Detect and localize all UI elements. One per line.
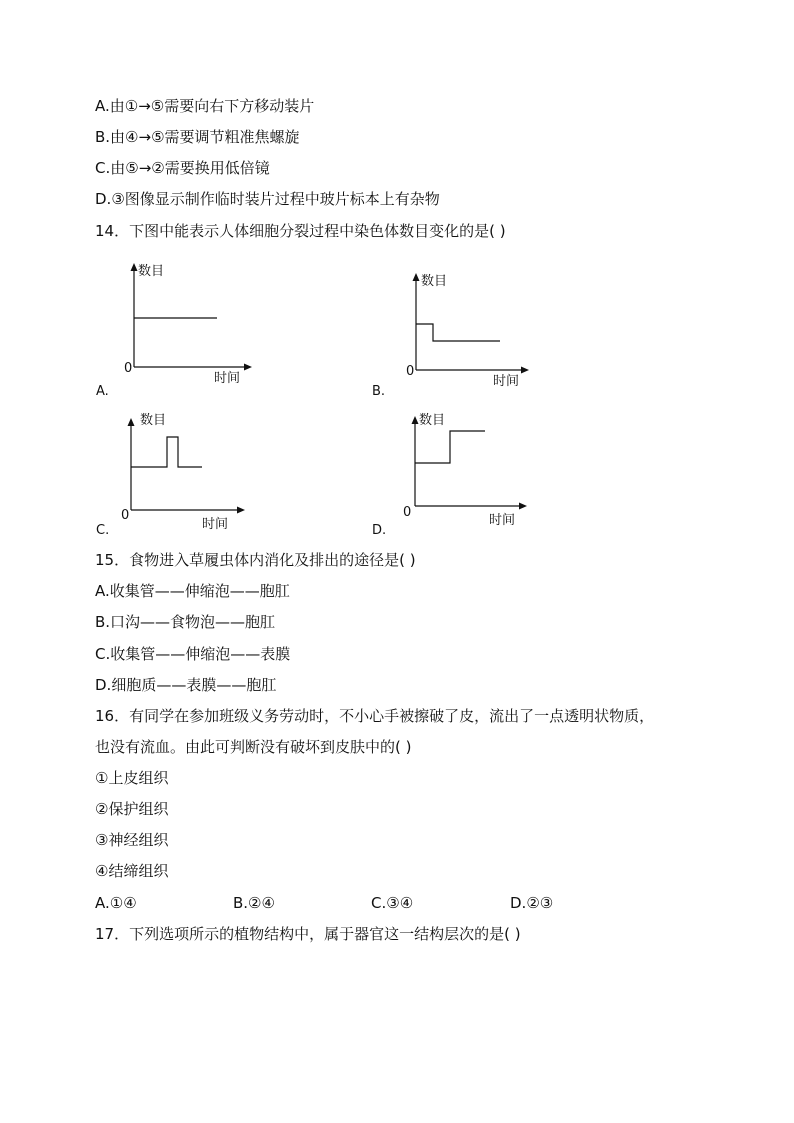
q15-stem: 15．食物进入草履虫体内消化及排出的途径是( ) [95,551,416,569]
graph-c-origin: 0 [121,508,130,523]
graph-b-xlabel: 时间 [493,374,520,389]
graph-b [393,265,543,400]
q15-option-a: A.收集管——伸缩泡——胞肛 [95,582,290,600]
q16-item-2: ②保护组织 [95,800,169,818]
q15-option-c: C.收集管——伸缩泡——表膜 [95,645,291,663]
graph-c-ylabel: 数目 [140,413,167,428]
q16-option-d: D.②③ [510,894,554,912]
graph-d-ylabel: 数目 [419,413,446,428]
graph-a-origin: 0 [124,361,133,376]
q15-option-d: D.细胞质——表膜——胞肛 [95,676,277,694]
graph-b-ylabel: 数目 [421,274,448,289]
q16-item-3: ③神经组织 [95,831,169,849]
q13-option-b: B.由④→⑤需要调节粗准焦螺旋 [95,128,300,146]
graph-b-line [416,324,500,341]
q13-option-a: A.由①→⑤需要向右下方移动装片 [95,97,315,115]
graph-d-origin: 0 [403,505,412,520]
q15-option-b: B.口沟——食物泡——胞肛 [95,613,276,631]
q16-item-4: ④结缔组织 [95,862,169,880]
q14-stem: 14．下图中能表示人体细胞分裂过程中染色体数目变化的是( ) [95,222,506,240]
q16-option-a: A.①④ [95,894,137,912]
graph-b-label: B. [372,384,386,399]
graph-a-xlabel: 时间 [214,371,241,386]
graph-d [393,404,543,534]
graph-b-origin: 0 [406,364,415,379]
graph-a-ylabel: 数目 [138,264,165,279]
graph-c-line [131,437,202,467]
q13-option-c: C.由⑤→②需要换用低倍镜 [95,159,270,177]
graph-d-label: D. [372,523,387,538]
graph-d-line [415,431,485,463]
graph-a [110,255,260,390]
q16-stem-line1: 16．有同学在参加班级义务劳动时，不小心手被擦破了皮，流出了一点透明状物质， [95,707,655,725]
q16-option-b: B.②④ [233,894,275,912]
q17-stem: 17．下列选项所示的植物结构中，属于器官这一结构层次的是( ) [95,925,521,943]
graph-c-xlabel: 时间 [202,517,229,532]
graph-c [110,404,260,534]
q13-option-d: D.③图像显示制作临时装片过程中玻片标本上有杂物 [95,190,440,208]
graph-a-label: A. [96,384,109,399]
q16-option-c: C.③④ [371,894,414,912]
q16-item-1: ①上皮组织 [95,769,169,787]
q16-stem-line2: 也没有流血。由此可判断没有破坏到皮肤中的( ) [95,738,412,756]
graph-d-xlabel: 时间 [489,513,516,528]
graph-c-label: C. [96,523,110,538]
